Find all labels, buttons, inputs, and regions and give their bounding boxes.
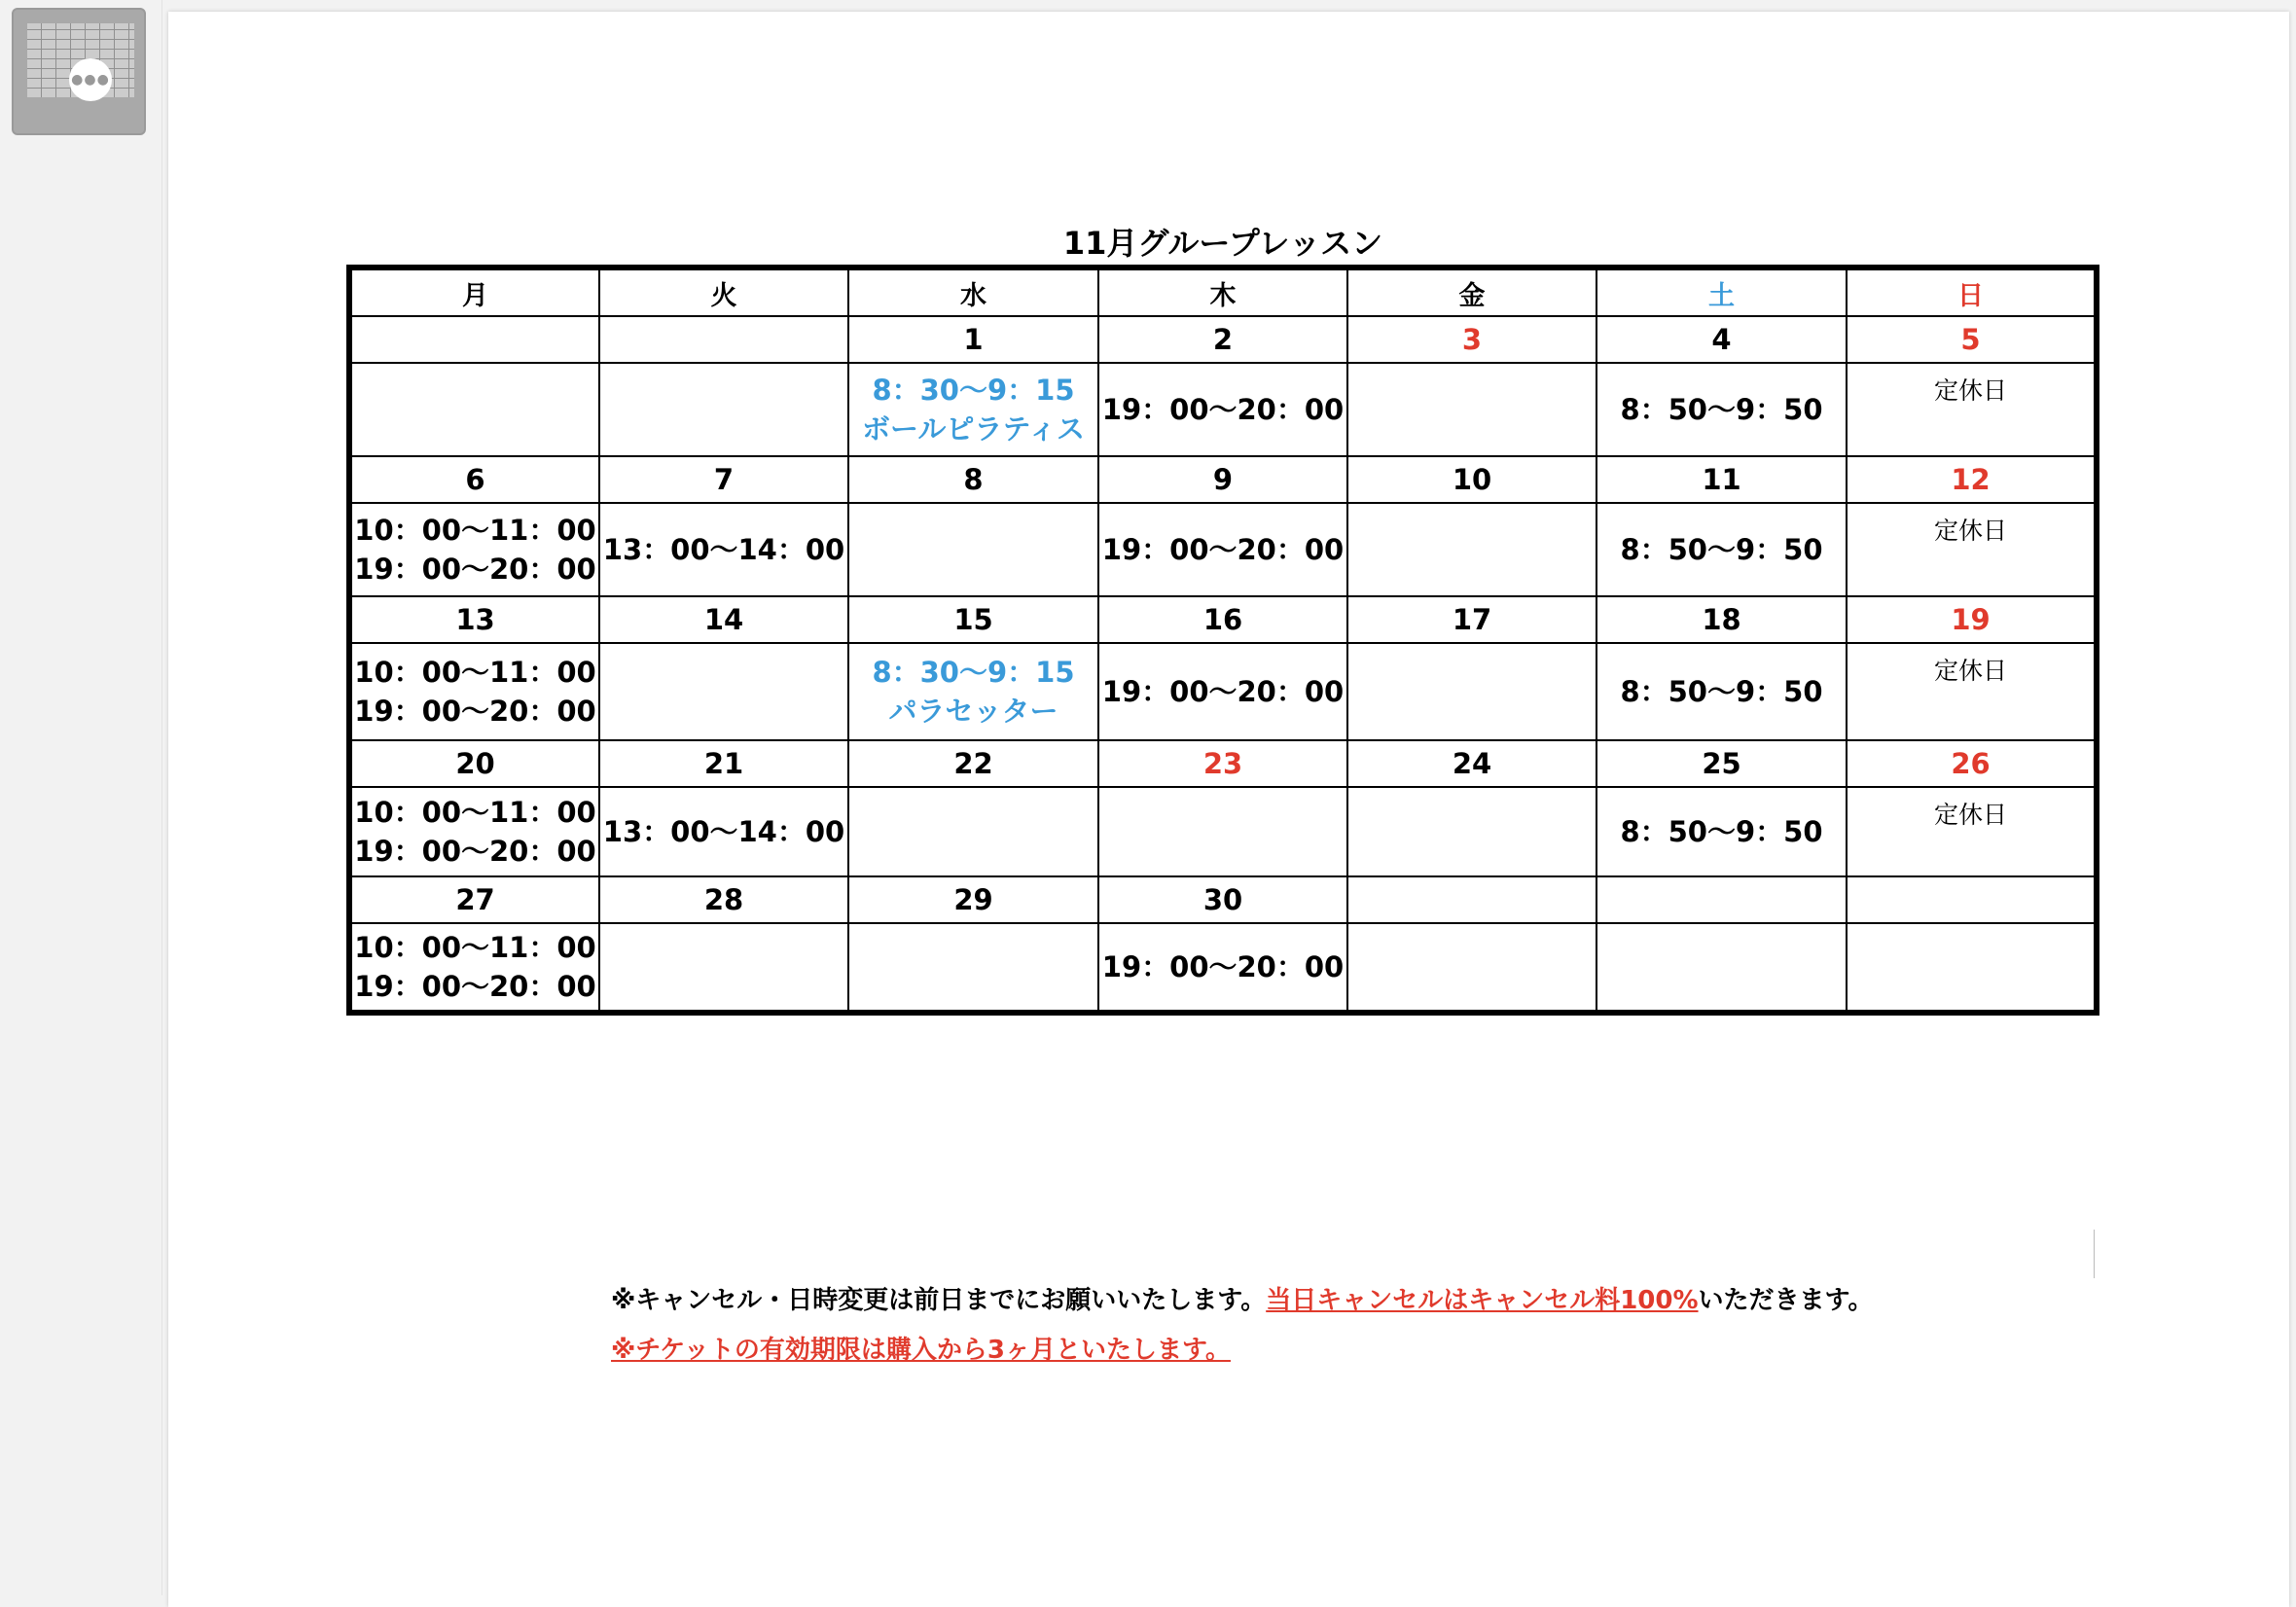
date-cell: 9 [1098,456,1347,503]
date-cell: 20 [349,740,599,787]
time-slot: 19：00〜20：00 [1101,533,1345,566]
date-cell [1347,876,1596,923]
closed-day-label: 定休日 [1933,376,2007,405]
date-cell: 5 [1847,316,2097,363]
note-cancel-text: ※キャンセル・日時変更は前日までにお願いいたします。 [611,1286,1267,1315]
date-cell [1596,876,1847,923]
time-slot: 10：00〜11：00 [354,931,596,964]
date-cell: 15 [848,596,1098,643]
schedule-cell [599,363,848,456]
more-dots-icon[interactable]: ●●● [69,58,112,101]
lesson-info: ボールピラティス [861,412,1086,446]
time-slot: 19：00〜20：00 [354,695,596,728]
schedule-cell [1847,363,2097,456]
schedule-cell [1596,643,1847,740]
schedule-cell [1347,923,1596,1013]
time-slot: 19：00〜20：00 [354,553,596,586]
date-cell: 7 [599,456,848,503]
note-cancel-fee: 当日キャンセルはキャンセル料100% [1266,1286,1699,1315]
calendar-table [346,265,2099,1016]
date-cell: 4 [1596,316,1847,363]
date-cell: 3 [1347,316,1596,363]
weekday-header: 金 [1347,268,1596,316]
schedule-cell [1347,363,1596,456]
weekday-header: 日 [1847,268,2097,316]
schedule-cell [1347,503,1596,596]
time-slot: 13：00〜14：00 [602,815,845,848]
schedule-cell [1347,643,1596,740]
time-slot: 19：00〜20：00 [1101,393,1345,426]
date-cell: 12 [1847,456,2097,503]
document-page [168,12,2289,1607]
schedule-cell [848,363,1098,456]
time-slot: 10：00〜11：00 [354,656,596,689]
date-cell: 14 [599,596,848,643]
schedule-cell [599,503,848,596]
time-slot: 8：50〜9：50 [1620,815,1823,848]
date-cell: 27 [349,876,599,923]
time-slot: 13：00〜14：00 [602,533,845,566]
time-slot: 19：00〜20：00 [1101,675,1345,708]
date-cell: 25 [1596,740,1847,787]
date-cell: 8 [848,456,1098,503]
schedule-cell [349,643,599,740]
schedule-cell [1847,643,2097,740]
date-cell: 18 [1596,596,1847,643]
schedule-cell [349,787,599,876]
date-cell [599,316,848,363]
date-cell: 16 [1098,596,1347,643]
schedule-cell [1847,923,2097,1013]
lesson-info: 8：30〜9：15 [872,656,1075,689]
date-cell: 11 [1596,456,1847,503]
weekday-header: 火 [599,268,848,316]
date-cell: 6 [349,456,599,503]
date-cell: 29 [848,876,1098,923]
schedule-cell [1098,923,1347,1013]
date-cell: 26 [1847,740,2097,787]
time-slot: 8：50〜9：50 [1620,393,1823,426]
time-slot: 19：00〜20：00 [354,970,596,1003]
weekday-header: 土 [1596,268,1847,316]
date-cell: 13 [349,596,599,643]
date-cell [349,316,599,363]
divider [2094,1230,2095,1278]
date-cell: 21 [599,740,848,787]
schedule-cell [1596,787,1847,876]
closed-day-label: 定休日 [1933,517,2007,545]
date-cell: 22 [848,740,1098,787]
schedule-cell [848,923,1098,1013]
date-cell: 1 [848,316,1098,363]
weekday-header: 水 [848,268,1098,316]
notes [611,1280,1873,1379]
schedule-cell [349,503,599,596]
date-cell: 17 [1347,596,1596,643]
schedule-cell [848,787,1098,876]
sidebar [0,0,162,1595]
note-ticket-expiry: ※チケットの有効期限は購入から3ヶ月といたします。 [611,1336,1231,1365]
schedule-cell [1098,363,1347,456]
schedule-cell [1596,503,1847,596]
schedule-cell [1098,787,1347,876]
page-title: 11月グループレッスン [1062,225,1383,262]
date-cell: 2 [1098,316,1347,363]
time-slot: 8：50〜9：50 [1620,533,1823,566]
schedule-cell [349,923,599,1013]
schedule-cell [848,503,1098,596]
schedule-cell [1847,503,2097,596]
time-slot: 8：50〜9：50 [1620,675,1823,708]
date-cell: 19 [1847,596,2097,643]
schedule-cell [1596,363,1847,456]
time-slot: 19：00〜20：00 [354,835,596,868]
lesson-info: パラセッター [888,695,1058,728]
closed-day-label: 定休日 [1933,801,2007,829]
schedule-cell [599,923,848,1013]
date-cell: 30 [1098,876,1347,923]
page-thumbnail[interactable] [12,8,146,135]
time-slot: 10：00〜11：00 [354,514,596,547]
date-cell: 24 [1347,740,1596,787]
closed-day-label: 定休日 [1933,657,2007,685]
lesson-info: 8：30〜9：15 [872,374,1075,407]
schedule-cell [349,363,599,456]
schedule-cell [1596,923,1847,1013]
time-slot: 19：00〜20：00 [1101,950,1345,983]
schedule-cell [599,643,848,740]
date-cell: 23 [1098,740,1347,787]
date-cell [1847,876,2097,923]
date-cell: 28 [599,876,848,923]
schedule-cell [599,787,848,876]
time-slot: 10：00〜11：00 [354,796,596,829]
date-cell: 10 [1347,456,1596,503]
schedule-cell [848,643,1098,740]
note-cancel [611,1280,1873,1316]
schedule-cell [1098,503,1347,596]
note-cancel-end: いただきます。 [1698,1286,1874,1315]
schedule-cell [1347,787,1596,876]
weekday-header: 木 [1098,268,1347,316]
schedule-cell [1098,643,1347,740]
schedule-cell [1847,787,2097,876]
weekday-header: 月 [349,268,599,316]
